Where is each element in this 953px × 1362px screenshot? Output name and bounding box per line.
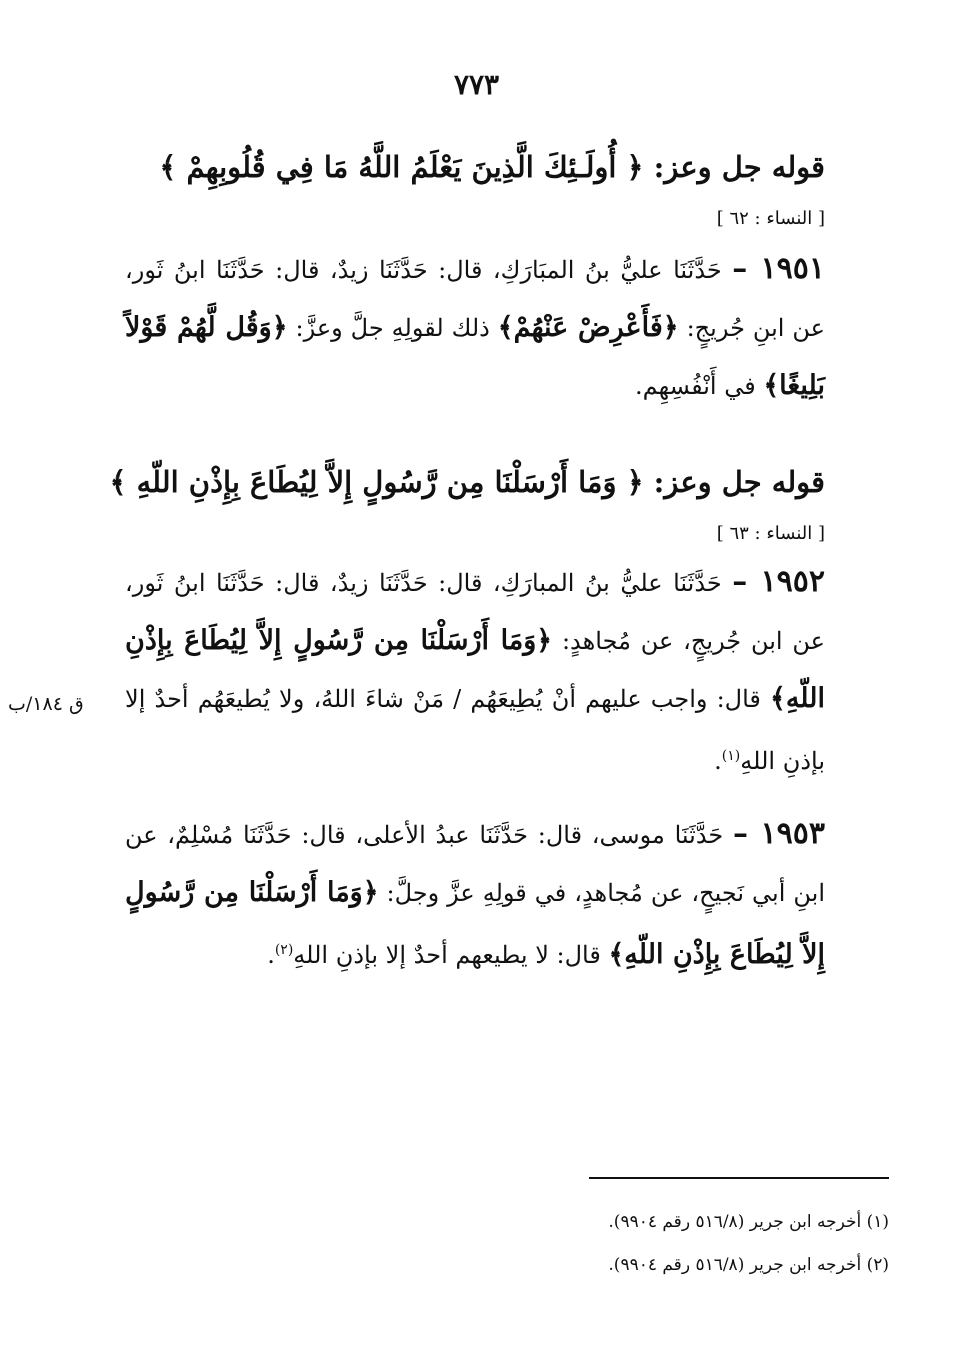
footnote-divider bbox=[589, 1177, 889, 1179]
narration-number: ١٩٥١ – bbox=[732, 251, 825, 286]
quran-quote: ﴿وَمَا أَرْسَلْنَا مِن رَّسُولٍ إِلاَّ لِيُطَاعَ بِإِذْنِ اللّهِ﴾ bbox=[125, 877, 825, 970]
heading-prefix: قوله جل وعز: bbox=[653, 465, 825, 499]
quran-quote: ﴿وَمَا أَرْسَلْنَا مِن رَّسُولٍ إِلاَّ لِيُطَاعَ بِإِذْنِ اللّهِ﴾ bbox=[125, 625, 825, 714]
narration-text: حَدَّثَنَا عليُّ بنُ المبارَكِ، قال: حَدَّثَنَا زيدٌ، قال: حَدَّثَنَا ابنُ ثَور، عن ابن جُريجٍ، عن مُجاهدٍ: bbox=[125, 569, 825, 655]
quran-quote: ﴿وَقُل لَّهُمْ قَوْلاً بَلِيغًا﴾ bbox=[125, 312, 825, 401]
period: . bbox=[714, 747, 722, 775]
heading-prefix: قوله جل وعز: bbox=[653, 150, 825, 184]
section-heading-1 bbox=[125, 150, 825, 184]
narration-1951 bbox=[125, 240, 825, 415]
footnote-2: (٢) أخرجه ابن جرير (٥١٦/٨ رقم ٩٩٠٤). bbox=[608, 1255, 889, 1275]
narration-text: قال: لا يطيعهم أحدٌ إلا بإذنِ اللهِ bbox=[293, 941, 601, 969]
page-number: ٧٧٣ bbox=[453, 68, 500, 101]
period: . bbox=[267, 941, 275, 969]
section-heading-2 bbox=[109, 465, 825, 499]
heading-verse: ﴿ وَمَا أَرْسَلْنَا مِن رَّسُولٍ إِلاَّ لِيُطَاعَ بِإِذْنِ اللّهِ ﴾ bbox=[109, 465, 644, 499]
narration-text: قال: واجب عليهم أنْ يُطِيعَهُم / مَنْ شاءَ اللهُ، ولا يُطيعَهُم أحدٌ إلا بإذنِ اللهِ bbox=[125, 685, 825, 775]
narration-text: حَدَّثَنَا عليُّ بنُ المبَارَكِ، قال: حَدَّثَنَا زيدٌ، قال: حَدَّثَنَا ابنُ ثَور، عن ابنِ جُريجٍ: bbox=[125, 256, 825, 342]
narration-number: ١٩٥٣ – bbox=[733, 816, 825, 851]
narration-text: في أَنْفُسِهِم. bbox=[635, 372, 756, 400]
footnote-marker[interactable]: (٢) bbox=[274, 942, 294, 958]
verse-reference-1: [ النساء : ٦٢ ] bbox=[716, 208, 825, 229]
narration-number: ١٩٥٢ – bbox=[732, 564, 825, 599]
narration-text: حَدَّثَنَا موسى، قال: حَدَّثَنَا عبدُ الأعلى، قال: حَدَّثَنَا مُسْلِمٌ، عن ابنِ أبي نَجيحٍ، عن مُجاهدٍ، في قولِهِ عزَّ وجلَّ: bbox=[125, 821, 825, 907]
footnote-marker[interactable]: (١) bbox=[721, 748, 741, 764]
heading-verse: ﴿ أُولَـئِكَ الَّذِينَ يَعْلَمُ اللَّهُ مَا فِي قُلُوبِهِمْ ﴾ bbox=[159, 150, 644, 184]
footnote-1: (١) أخرجه ابن جرير (٥١٦/٨ رقم ٩٩٠٤). bbox=[608, 1212, 889, 1232]
narration-1952 bbox=[125, 553, 825, 790]
verse-reference-2: [ النساء : ٦٣ ] bbox=[716, 523, 825, 544]
manuscript-margin-note: ق ١٨٤/ب bbox=[8, 693, 84, 715]
narration-text: ذلك لقولِهِ جلَّ وعزَّ: bbox=[295, 314, 490, 342]
narration-1953 bbox=[125, 805, 825, 984]
quran-quote: ﴿فَأَعْرِضْ عَنْهُمْ﴾ bbox=[497, 312, 679, 343]
